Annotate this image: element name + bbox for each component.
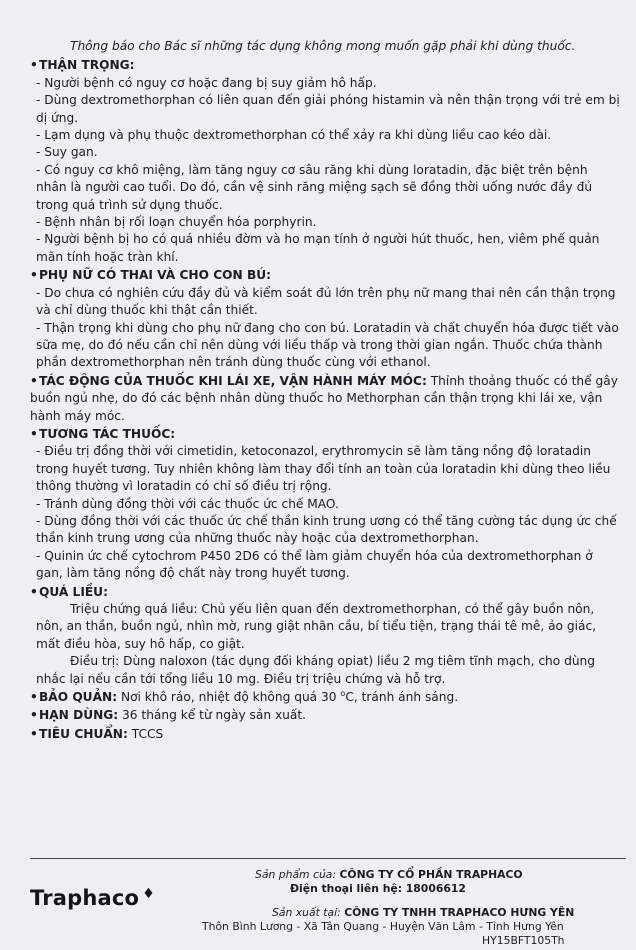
section-lai-xe: [30, 373, 620, 425]
divider: [30, 858, 626, 859]
diamond-icon: ♦: [142, 886, 155, 902]
section-text: 36 tháng kể từ ngày sản xuất.: [118, 708, 307, 723]
bullet-icon: •: [30, 426, 38, 441]
section-title: TÁC ĐỘNG CỦA THUỐC KHI LÁI XE, VẬN HÀNH MÁY MÓC:: [39, 373, 427, 388]
address: Thôn Bình Lương - Xã Tân Quang - Huyện Văn Lâm - Tỉnh Hưng Yên: [202, 920, 564, 933]
list-item: - Suy gan.: [36, 145, 98, 160]
bullet-icon: •: [30, 690, 38, 705]
list-item: - Dùng dextromethorphan có liên quan đến giải phóng histamin và nên thận trọng với trẻ em bị dị ứng.: [36, 93, 620, 125]
section-bao-quan: [30, 689, 620, 706]
section-tieu-chuan: [30, 726, 620, 743]
section-title: TƯƠNG TÁC THUỐC:: [39, 426, 176, 441]
bullet-icon: •: [30, 268, 38, 283]
section-title: TIÊU CHUẨN:: [39, 726, 128, 741]
section-title: BẢO QUẢN:: [39, 690, 118, 705]
manufacturer-label: Sản xuất tại:: [272, 906, 341, 919]
logo-text: Traphaco: [30, 886, 140, 910]
section-than-trong: [30, 57, 620, 266]
paragraph: Triệu chứng quá liều: Chủ yếu liên quan đến dextromethorphan, có thể gây buồn nôn, nôn, an thần, buồn ngủ, nhìn mờ, rung giật nhãn cầu, bí tiểu tiện, trạng thái tê mê, ảo giác, mất điều hòa, suy hô hấp, co giật.: [36, 602, 597, 651]
paragraph: Điều trị: Dùng naloxon (tác dụng đối kháng opiat) liều 2 mg tiêm tĩnh mạch, cho dùng nhắc lại nếu cần tới tổng liều 10 mg. Điều trị triệu chứng và hỗ trợ.: [36, 654, 596, 686]
list-item: - Có nguy cơ khô miệng, làm tăng nguy cơ sâu răng khi dùng loratadin, đặc biệt trên bệnh nhân là người cao tuổi. Do đó, cần vệ sinh răng miệng sạch sẽ đồng thời uống nước đầy đủ trong quá trình sử dụng thuốc.: [36, 162, 593, 212]
section-tuong-tac: [30, 426, 620, 583]
manufacturer-line: [272, 906, 574, 920]
section-phu-nu: [30, 267, 620, 371]
bullet-icon: •: [30, 58, 38, 73]
list-item: - Dùng đồng thời với các thuốc ức chế thần kinh trung ương có thể tăng cường tác dụng ức chế thần kinh trung ương của những thuốc này hoặc của dextromethorphan.: [36, 513, 617, 546]
bullet-icon: •: [30, 584, 38, 599]
bullet-icon: •: [30, 708, 38, 723]
section-title: THẬN TRỌNG:: [39, 58, 135, 73]
section-title: QUÁ LIỀU:: [39, 584, 108, 599]
degree-mark: o: [340, 688, 346, 698]
leaflet-body: [30, 38, 620, 743]
hotline: Điện thoại liên hệ: 18006612: [290, 882, 466, 895]
list-item: - Bệnh nhân bị rối loạn chuyển hóa porphyrin.: [36, 215, 317, 230]
section-title: PHỤ NỮ CÓ THAI VÀ CHO CON BÚ:: [39, 268, 272, 283]
list-item: - Người bệnh bị ho có quá nhiều đờm và ho mạn tính ở người hút thuốc, hen, viêm phế quản mãn tính hoặc tràn khí.: [36, 232, 600, 264]
product-code: HY15BFT105Th: [482, 934, 565, 947]
manufacturer-company: CÔNG TY TNHH TRAPHACO HƯNG YÊN: [344, 906, 575, 919]
list-item: - Quinin ức chế cytochrom P450 2D6 có thể làm giảm chuyển hóa của dextromethorphan ở gan, làm tăng nồng độ chất này trong huyết tương.: [36, 548, 593, 581]
list-item: - Điều trị đồng thời với cimetidin, ketoconazol, erythromycin sẽ làm tăng nồng độ loratadin trong huyết tương. Tuy nhiên không làm thay đổi tính an toàn của loratadin khi dùng theo liều thông thường vì loratadin có chỉ số điều trị rộng.: [36, 444, 611, 494]
producer-company: CÔNG TY CỔ PHẦN TRAPHACO: [339, 868, 523, 881]
list-item: - Thận trọng khi dùng cho phụ nữ đang cho con bú. Loratadin và chất chuyển hóa được tiết vào sữa mẹ, do đó nếu cần chỉ nên dùng với liều thấp và trong thời gian ngắn. Thuốc chứa thành phần dextromethorphan nên tránh dùng thuốc cùng với ethanol.: [36, 320, 619, 370]
producer-label: Sản phẩm của:: [255, 868, 337, 881]
section-text: Nơi khô ráo, nhiệt độ không quá 30: [117, 690, 341, 705]
section-text: C, tránh ánh sáng.: [345, 690, 459, 705]
brand-logo: [30, 886, 155, 910]
list-item: - Tránh dùng đồng thời với các thuốc ức chế MAO.: [36, 496, 339, 511]
bullet-icon: •: [30, 373, 38, 388]
section-qua-lieu: [30, 584, 620, 688]
section-text: TCCS: [127, 726, 164, 741]
producer-line: [255, 868, 523, 882]
footer: [30, 862, 626, 946]
bullet-icon: •: [30, 726, 38, 741]
section-han-dung: [30, 707, 620, 724]
list-item: - Lạm dụng và phụ thuộc dextromethorphan có thể xảy ra khi dùng liều cao kéo dài.: [36, 128, 552, 143]
intro-text: Thông báo cho Bác sĩ những tác dụng không mong muốn gặp phải khi dùng thuốc.: [70, 39, 576, 53]
section-title: HẠN DÙNG:: [39, 708, 119, 723]
list-item: - Người bệnh có nguy cơ hoặc đang bị suy giảm hô hấp.: [36, 75, 377, 90]
list-item: - Do chưa có nghiên cứu đầy đủ và kiểm soát đủ lớn trên phụ nữ mang thai nên cần thận trọng và chỉ dùng thuốc khi thật cần thiết.: [36, 285, 616, 318]
section-text: Thỉnh thoảng thuốc có thể gây buồn ngủ nhẹ, do đó các bệnh nhân dùng thuốc ho Methorphan cần thận trọng khi lái xe, vận hành máy móc.: [30, 373, 618, 423]
